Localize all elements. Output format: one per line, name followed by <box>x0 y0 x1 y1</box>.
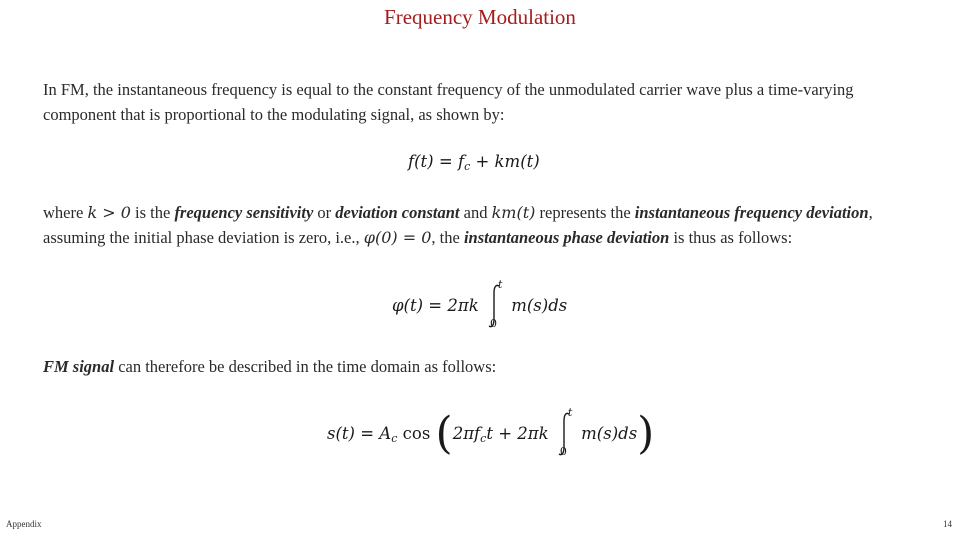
eq1-rest: + km(t) <box>475 152 540 171</box>
paragraph-fm-signal <box>43 355 883 380</box>
p2-text-5: represents the <box>535 203 635 222</box>
integral-sign <box>484 277 506 330</box>
eq1-lhs: f(t) <box>408 152 434 171</box>
eq3-lhs: s(t) = A <box>327 424 392 443</box>
equation-phase-deviation <box>392 277 568 330</box>
eq1-fc-sub: c <box>464 160 471 173</box>
p2-math-k: k > 0 <box>87 203 131 222</box>
p2-math-km: km(t) <box>491 203 536 222</box>
eq1-fc: f <box>457 152 465 171</box>
page-number: 14 <box>943 519 952 529</box>
slide-title: Frequency Modulation <box>384 5 576 29</box>
term-instantaneous-phase-deviation: instantaneous phase deviation <box>463 227 670 247</box>
footer-section-label: Appendix <box>6 519 42 529</box>
eq3-arg1: 2πf <box>452 424 481 443</box>
eq2-upper-limit: t <box>497 277 503 291</box>
eq2-lower-limit: 0 <box>489 316 497 330</box>
term-instantaneous-frequency-deviation: instantaneous frequency deviation <box>634 203 869 222</box>
p2-text-2: is the <box>130 203 175 222</box>
p2-math-phi0: φ(0) = 0 <box>363 227 432 247</box>
eq3-arg1-sub: c <box>480 432 487 445</box>
eq3-lhs-sub: c <box>391 432 398 445</box>
term-fm-signal: FM signal <box>43 357 115 376</box>
eq3-left-paren: ( <box>435 408 453 459</box>
term-frequency-sensitivity: frequency sensitivity <box>174 203 314 222</box>
p2-text-6: , assuming the initial phase deviation is zero, i.e., <box>43 203 873 247</box>
eq2-integrand: m(s)ds <box>511 296 568 315</box>
integral-sign <box>554 405 576 458</box>
p2-text-8: is thus as follows: <box>669 227 793 247</box>
eq3-arg2: t + 2πk <box>486 424 549 443</box>
paragraph-fm-definition: In FM, the instantaneous frequency is equal to the constant frequency of the unmodulated carrier wave plus a time-varying component that is proportional to the modulating signal, as shown by: <box>43 80 854 124</box>
p2-text-1: where <box>43 203 88 222</box>
eq3-cos: cos <box>402 424 431 443</box>
equation-fm-signal <box>327 405 655 459</box>
eq3-lower-limit: 0 <box>559 444 567 458</box>
eq2-lhs: φ(t) = 2πk <box>392 296 479 315</box>
p2-text-7: , the <box>431 227 464 247</box>
p2-text-3: or <box>313 203 336 222</box>
equation-instantaneous-frequency <box>408 152 540 173</box>
paragraph-deviation <box>43 201 883 250</box>
eq3-upper-limit: t <box>567 405 573 419</box>
eq3-right-paren: ) <box>637 408 655 459</box>
p2-text-4: and <box>459 203 492 222</box>
term-deviation-constant: deviation constant <box>335 203 460 222</box>
p3-rest: can therefore be described in the time domain as follows: <box>114 357 497 376</box>
eq1-equals: = <box>438 152 453 171</box>
eq3-integrand: m(s)ds <box>581 424 638 443</box>
